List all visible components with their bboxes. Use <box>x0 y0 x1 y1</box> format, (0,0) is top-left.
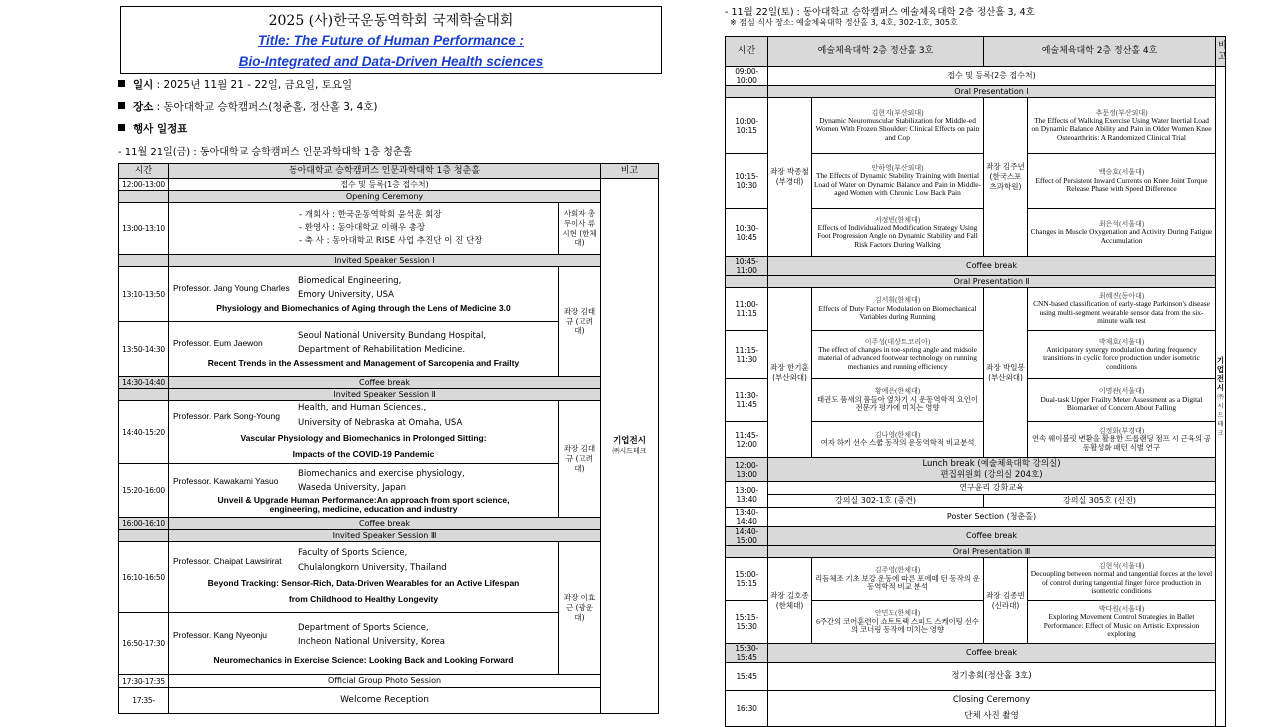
table-row: 14:30-14:40 Coffee break <box>119 377 659 389</box>
table-row: Oral Presentation Ⅱ <box>726 276 1226 288</box>
table-row: 15:15-15:30 안민도(한체대) 6주간의 코어훈련이 쇼트트랙 스피드 스케이팅 선수의 코너링 동작에 미치는 영향 박다원(서울대) Exploring Movement Control Strategies in Ballet Performance: Effect of Music on Artistic Expression exploring <box>726 601 1226 644</box>
table-row: 13:40-14:40 Poster Section (청춘홀) <box>726 508 1226 527</box>
table-row: 11:00-11:15 좌장 한기훈 (부산외대) 김서휘(한체대) Effects of Duty Factor Modulation on Biomechanical Variables during Running 좌장 박일봉 (부산외대) 최혜진(동아대) CNN-based classification of early-stage Parkinson's disease using multi-segment wearable sensor data from the six-minute walk test <box>726 288 1226 331</box>
table-row: 10:45-11:00 Coffee break <box>726 257 1226 276</box>
table-header: 시간 예술체육대학 2층 정산홀 3호 예술체육대학 2층 정산홀 4호 비고 <box>726 37 1226 67</box>
table-row: 12:00-13:00 Lunch break (예술체육대학 강의실) 편집위원회 (강의실 204호) <box>726 458 1226 482</box>
table-row: 14:40-15:00 Coffee break <box>726 527 1226 546</box>
exhibit-cell: 기업전시 ㈜시드테크 <box>601 179 659 714</box>
title-box <box>120 6 662 74</box>
table-row: Invited Speaker Session Ⅱ <box>119 389 659 401</box>
table-row: 16:00-16:10 Coffee break <box>119 518 659 530</box>
table-header: 시간 동아대학교 승학캠퍼스 인문과학대학 1층 청춘홀 비고 <box>119 164 659 179</box>
bullet-square-icon <box>118 124 125 131</box>
place-info: 장소 : 동아대학교 승학캠퍼스(청춘홀, 정산홀 3, 4호) <box>118 99 378 114</box>
schedule-label: 행사 일정표 <box>118 121 187 136</box>
day1-schedule-table <box>118 163 659 714</box>
table-row: 10:30-10:45 서정빈(한체대) Effects of Individualized Modification Strategy Using Foot Progression Angle on Dynamic Stability and Fall Risk Factors During Walking 최은석(서울대) Changes in Muscle Oxygenation and Activity During Fatigue Accumulation <box>726 209 1226 257</box>
right-page <box>720 0 1226 720</box>
left-page <box>115 0 665 720</box>
day2-schedule-table <box>725 36 1226 67</box>
table-row: 17:30-17:35 Official Group Photo Session <box>119 675 659 688</box>
conference-title: 2025 (사)한국운동역학회 국제학술대회 <box>268 13 514 29</box>
date-info: 일시 : 2025년 11월 21 - 22일, 금요일, 토요일 <box>118 77 352 92</box>
conference-subtitle-1: Title: The Future of Human Performance : <box>257 33 525 48</box>
table-row: 13:50-14:30 Professor. Eum Jaewon Seoul National University Bundang Hospital, Department of Rehabilitation Medicine. Recent Trends in the Assessment and Management of Sarcopenia and Frailty <box>119 322 659 377</box>
table-row: 11:15-11:30 이주성(데상트코리아) The effect of changes in toe-spring angle and midsole material of advanced footwear technology on running mechanics and running efficiency 박재호(서울대) Anticipatory synergy modulation during frequency transitions in cyclic force production under isometric conditions <box>726 331 1226 379</box>
table-row: 12:00-13:00 접수 및 등록(1층 접수처) 기업전시 ㈜시드테크 <box>119 179 659 191</box>
table-row: Invited Speaker Session Ⅰ <box>119 255 659 267</box>
table-row: 15:30-15:45 Coffee break <box>726 644 1226 663</box>
table-row: 강의실 302-1호 (중견) 강의실 305호 (신진) <box>726 495 1226 508</box>
day1-heading: - 11월 21일(금) : 동아대학교 승학캠퍼스 인문과학대학 1층 청춘홀 <box>118 147 413 158</box>
table-row: 16:10-16:50 Professor. Chaipat Lawsirirat Faculty of Sports Science, Chulalongkorn University, Thailand Beyond Tracking: Sensor-Rich, Data-Driven Wearables for an Active Lifespan from Childhood to Healthy Longevity 좌장 이효근 (광운대) <box>119 542 659 613</box>
table-row: Opening Ceremony <box>119 191 659 203</box>
day2-schedule-body <box>725 66 1226 727</box>
table-row: 15:00-15:15 좌장 길호종 (한체대) 김주영(한체대) 리듬체조 기초 보강 운동에 따른 포에떼 턴 동작의 운동역학적 비교 분석 좌장 김종빈 (신라대) 김현석(서울대) Decoupling between normal and tangential forces at the level of control during tangential finger force production in isometric conditions <box>726 558 1226 601</box>
table-row: 16:30 Closing Ceremony 단체 사진 촬영 <box>726 691 1226 727</box>
table-row: 10:00-10:15 좌장 박종철 (부경대) 김현지(부산외대) Dynamic Neuromuscular Stabilization for Middle-ed Women With Frozen Shoulder: Clinical Effects on pain and Cop 좌장 김주년 (한국스포츠과학원) 추문정(부산외대) The Effects of Walking Exercise Using Water Inertial Load on Dynamic Balance Ability and Pain in Older Women Knee Osteoarthritis: A Randomized Clinical Trial <box>726 98 1226 154</box>
bullet-square-icon <box>118 102 125 109</box>
table-row: 17:35- Welcome Reception <box>119 688 659 714</box>
opening-speeches: - 개회사 : 한국운동역학회 윤석훈 회장 - 환영사 : 동아대학교 이해우 총장 - 축 사 : 동아대학교 RISE 사업 추진단 이 진 단장 <box>169 203 559 255</box>
table-row: 10:15-10:30 안하영(부산외대) The Effects of Dynamic Stability Training with Inertial Load of Water on Dynamic Balance and Pain in Middle-aged Women with Chronic Low Back Pain 백승호(서울대) Effect of Persistent Inward Currents on Knee Joint Torque Release Phase with Speed Difference <box>726 154 1226 209</box>
conference-subtitle-2: Bio-Integrated and Data-Driven Health sciences <box>238 54 544 69</box>
exhibit-cell: 기업전시 ㈜시드테크 <box>1216 67 1226 727</box>
table-row: 16:50-17:30 Professor. Kang Nyeonju Department of Sports Science, Incheon National University, Korea Neuromechanics in Exercise Science: Looking Back and Looking Forward <box>119 613 659 675</box>
table-row: 13:10-13:50 Professor. Jang Young Charles Biomedical Engineering, Emory University, USA Physiology and Biomechanics of Aging through the Lens of Medicine 3.0 좌장 김태규 (고려대) <box>119 267 659 322</box>
lunch-note: ※ 점심 식사 장소: 예술체육대학 정산홀 3, 4호, 302-1호, 305호 <box>730 18 958 27</box>
day2-heading: - 11월 22일(토) : 동아대학교 승학캠퍼스 예술체육대학 2층 정산홀 3, 4호 <box>725 7 1035 18</box>
table-row: Oral Presentation Ⅰ <box>726 86 1226 98</box>
table-row: 11:30-11:45 황예은(한체대) 태권도 품새의 품들아 옆차기 시 운동역학적 요인이 전문가 평가에 미치는 영향 이명관(서울대) Dual-task Upper Frailty Meter Assessment as a Digital Biomarker of Concern About Falling <box>726 379 1226 422</box>
table-row: Invited Speaker Session Ⅲ <box>119 530 659 542</box>
table-row: 13:00-13:10 - 개회사 : 한국운동역학회 윤석훈 회장 - 환영사 : 동아대학교 이해우 총장 - 축 사 : 동아대학교 RISE 사업 추진단 이 진 단장 사회자 총무이사 류시현 (한체대) <box>119 203 659 255</box>
table-row: 11:45-12:00 김나영(한체대) 여자 하키 선수 스쿱 동작의 운동역학적 비교분석 김정화(부경대) 연속 웨이블릿 변환을 활용한 드롭랜딩 점프 시 근육의 공동활성화 패턴 식별 연구 <box>726 422 1226 458</box>
table-row: 09:00-10:00 접수 및 등록(2층 접수처) 기업전시 ㈜시드테크 <box>726 67 1226 86</box>
table-row: 15:45 정기총회(정산홀 3호) <box>726 663 1226 691</box>
table-row: 15:20-16:00 Professor. Kawakami Yasuo Biomechanics and exercise physiology, Waseda University, Japan Unveil & Upgrade Human Performance:An approach from sport science, engineering, medicine, education and industry <box>119 464 659 518</box>
table-row: Oral Presentation Ⅲ <box>726 546 1226 558</box>
bullet-square-icon <box>118 80 125 87</box>
table-row: 13:00-13:40 연구윤리 강화교육 <box>726 482 1226 495</box>
table-row: 14:40-15:20 Professor. Park Song-Young Health, and Human Sciences., University of Nebraska at Omaha, USA Vascular Physiology and Biomechanics in Prolonged Sitting: Impacts of the COVID-19 Pandemic 좌장 김대규 (고려대) <box>119 401 659 464</box>
